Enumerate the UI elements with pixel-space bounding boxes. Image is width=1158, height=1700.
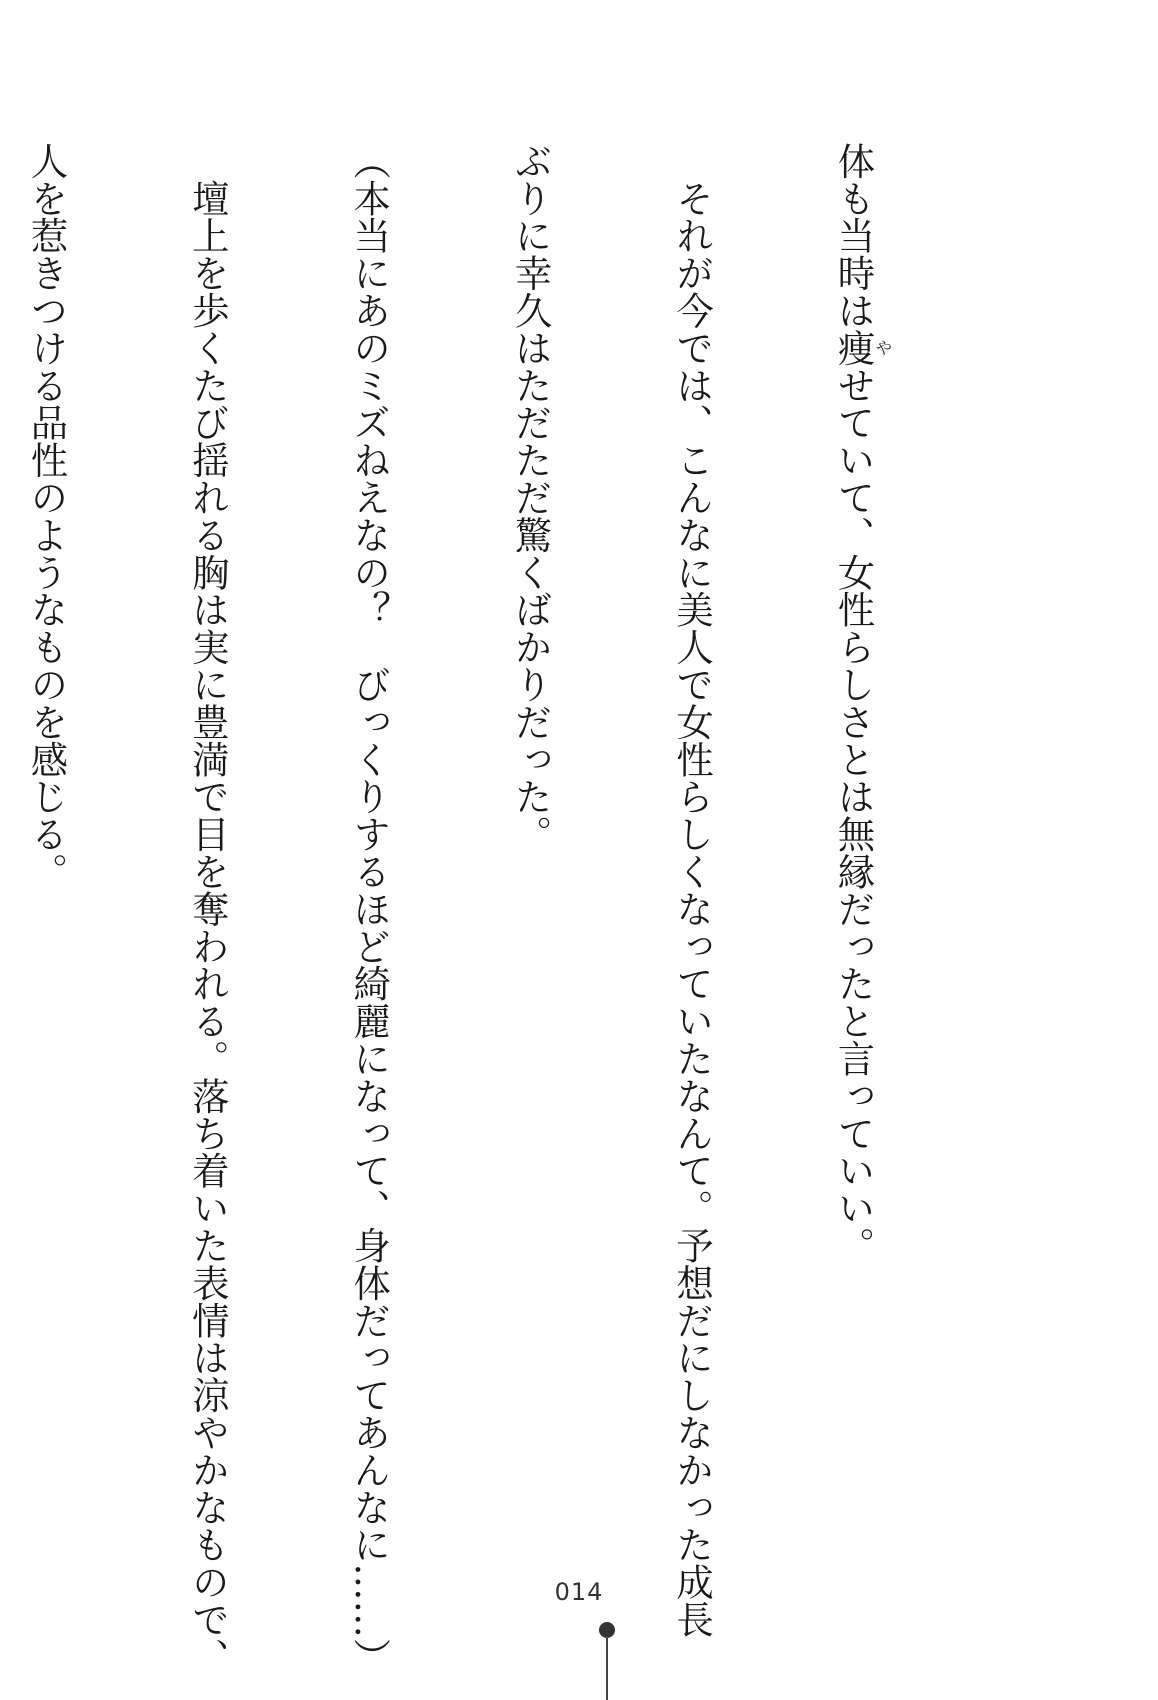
bookmark-ornament-icon bbox=[599, 1622, 615, 1700]
page-number: 014 bbox=[554, 1578, 604, 1606]
page-footer bbox=[0, 1578, 1158, 1606]
text-line: それが今では、こんなに美人で女性らしくなっていたなんて。予想だにしなかった成長 bbox=[670, 142, 715, 1638]
text-line: 人を惹きつける品性のようなものを感じる。 bbox=[24, 142, 69, 890]
text-line bbox=[826, 142, 891, 1482]
text-line-head: 体も当時は bbox=[831, 142, 876, 329]
ornament-stem bbox=[606, 1636, 608, 1700]
text-line-tail: せていて、女性らしさとは無縁だったと言っていい。 bbox=[831, 366, 876, 1265]
text-line: （本当にあのミズねえなの？ びっくりするほど綺麗になって、身体だってあんなに……） bbox=[347, 142, 392, 1676]
text-line: ぶりに幸久はただただ驚くばかりだった。 bbox=[508, 142, 553, 853]
text-line: 壇上を歩くたび揺れる胸は実に豊満で目を奪われる。落ち着いた表情は涼やかなもので、 bbox=[185, 142, 230, 1676]
ruby-text: や bbox=[871, 329, 892, 367]
ruby-annotation: 痩や bbox=[831, 329, 892, 367]
